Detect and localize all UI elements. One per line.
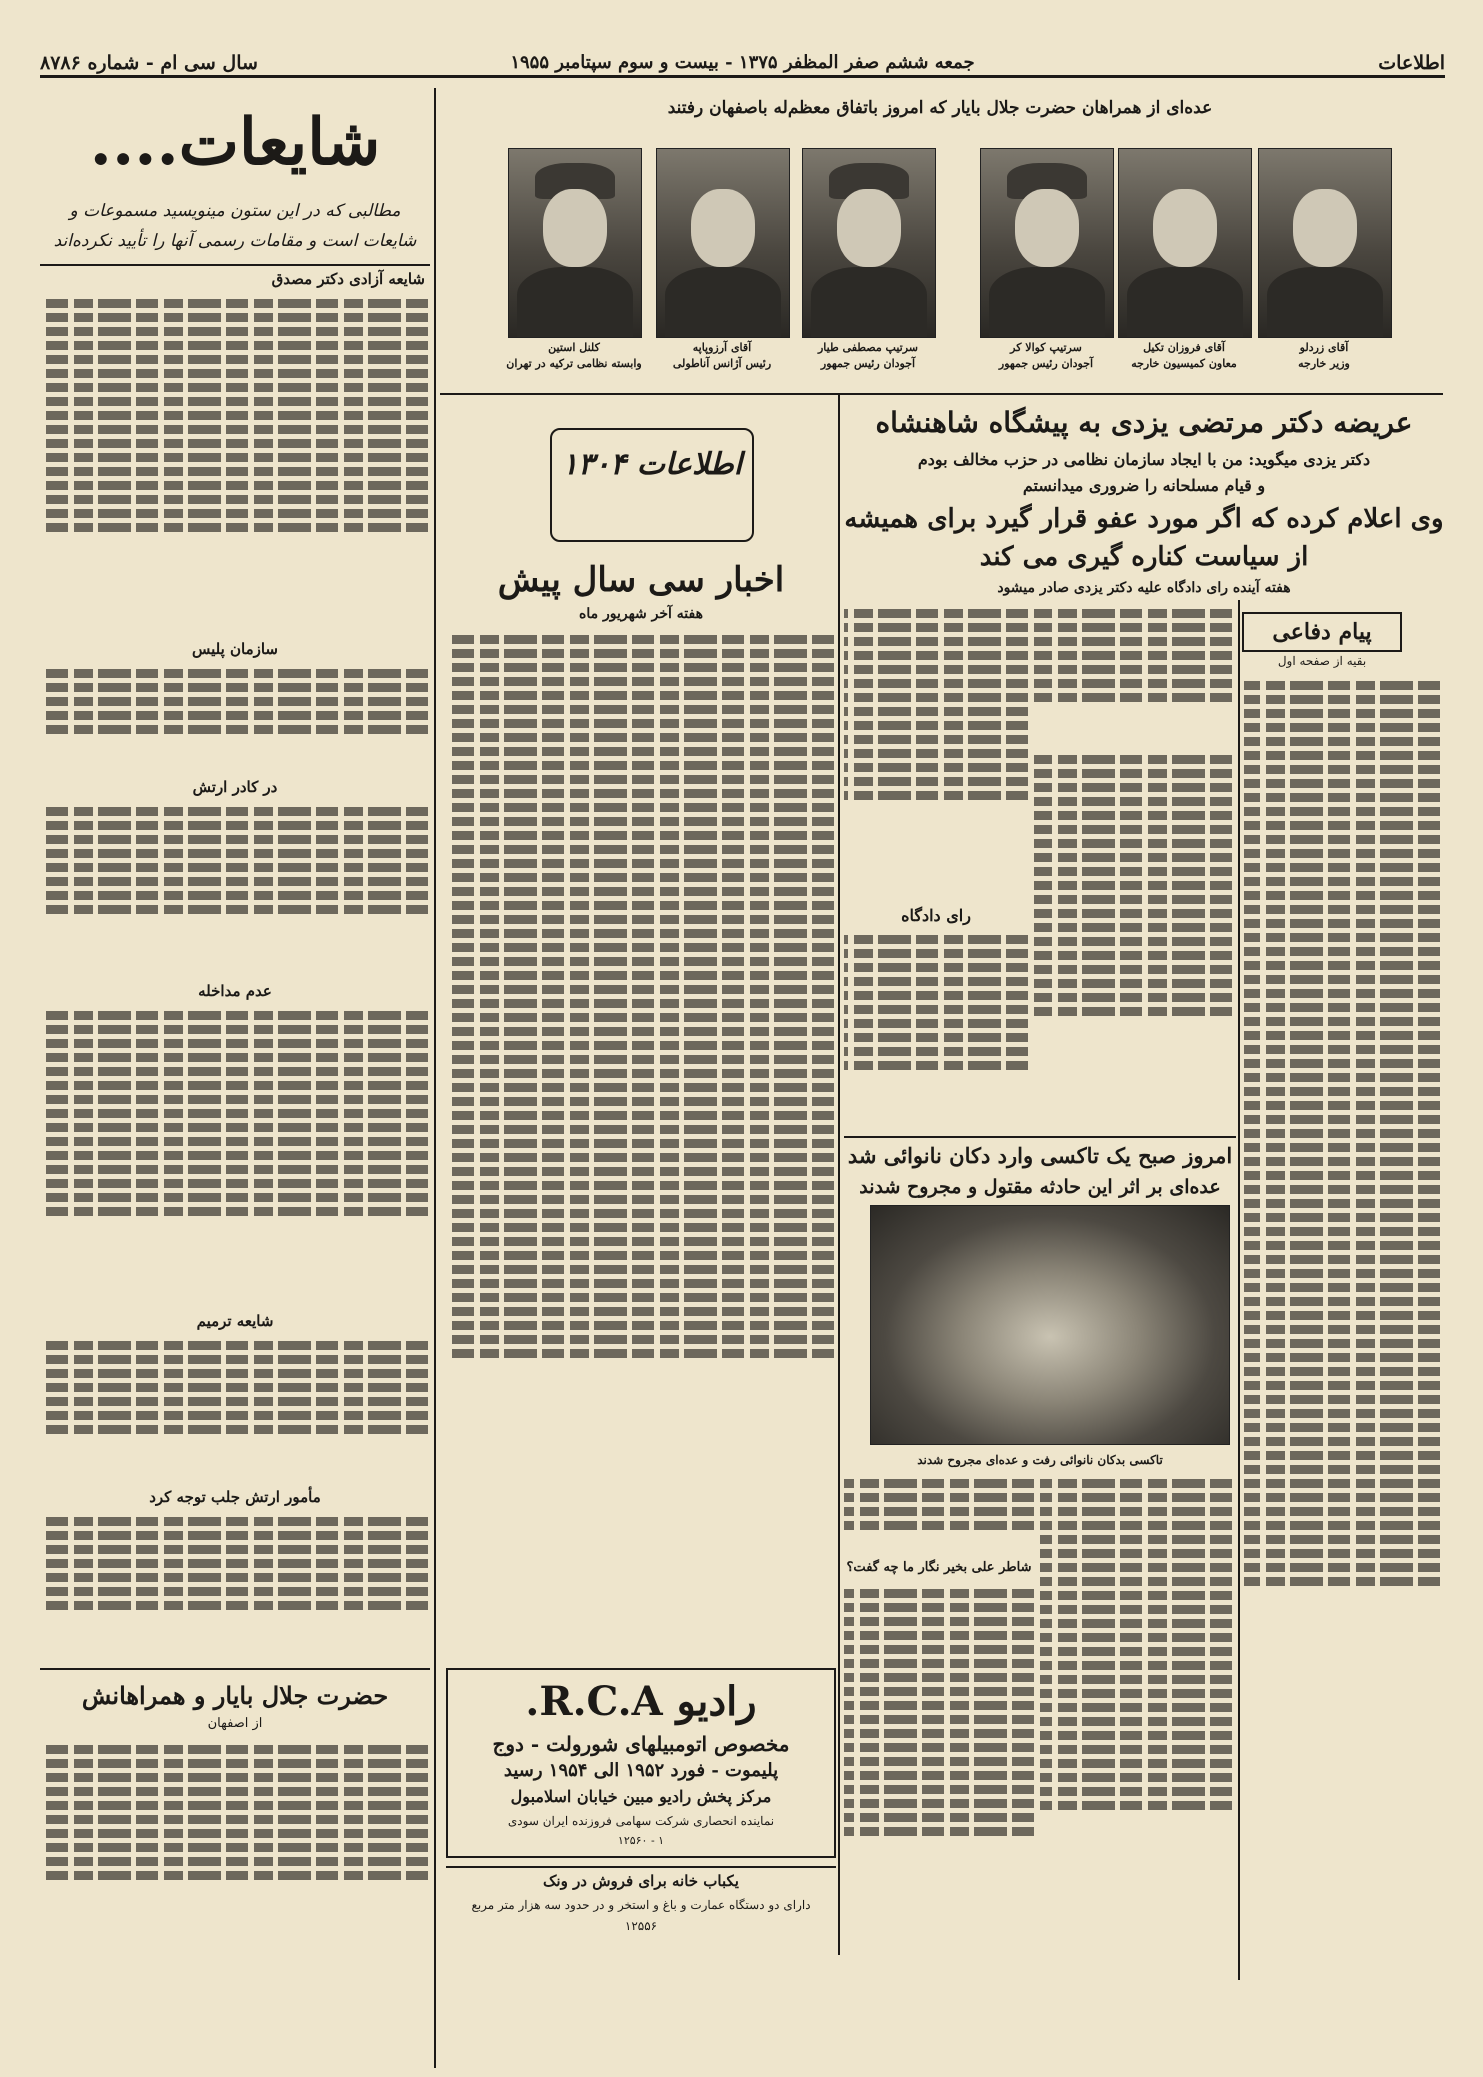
accident-photo [870,1205,1230,1445]
body-text [1244,676,1440,1962]
continued-from: بقیه از صفحه اول [1277,654,1367,668]
radio-advertisement [446,1668,836,1858]
portrait-caption: سرتیپ مصطفی طیار آجودان رئیس جمهور [817,341,919,370]
ad-line: پلیموت - فورد ۱۹۵۲ الی ۱۹۵۴ رسید [503,1760,779,1781]
classified-body: دارای دو دستگاه عمارت و باغ و استخر و در حدود سه هزار متر مربع [471,1898,811,1912]
ad-code: ۱ - ۱۲۵۶۰ [617,1834,665,1847]
masthead [40,48,1445,78]
main-headline: از سیاست کناره گیری می کند [979,542,1309,572]
section-heading: عدم مداخله [198,982,272,1000]
main-subhead: و قیام مسلحانه را ضروری میدانستم [1022,476,1266,495]
portrait-caption: آقای آرزوپاپه رئیس آژانس آناطولی [672,341,772,370]
body-text [844,1474,1034,1554]
divider [844,1136,1236,1138]
body-text [1040,1474,1232,1954]
body-text [844,1584,1034,1954]
section-heading: شاطر علی بخیر نگار ما چه گفت؟ [846,1560,1032,1575]
rumors-title: شایعات.... [89,105,381,180]
etelaat-logo [550,428,754,542]
portrait-caption: آقای فروزان تکیل معاون کمیسیون خارجه [1131,341,1237,370]
main-headline: عریضه دکتر مرتضی یزدی به پیشگاه شاهنشاه [875,406,1413,439]
body-text [1034,604,1232,744]
date-line: جمعه ششم صفر المظفر ۱۳۷۵ - بیست و سوم سپتامبر ۱۹۵۵ [510,52,975,73]
body-text [1034,750,1232,1130]
main-deck: هفته آینده رای دادگاه علیه دکتر یزدی صادر میشود [997,580,1291,596]
column-rule [1238,600,1240,1980]
portrait-caption: آقای زردلو وزیر خارجه [1298,341,1350,370]
section-title: اخبار سی سال پیش [497,560,785,600]
photo-section-caption: عده‌ای از همراهان حضرت جلال بایار که امروز باتفاق معظم‌له باصفهان رفتند [667,98,1213,118]
main-headline: وی اعلام کرده که اگر مورد عفو قرار گیرد برای همیشه [844,504,1444,534]
column-rule [838,395,840,1955]
ad-line: مخصوص اتومبیلهای شورولت - دوج [492,1732,790,1756]
logo-text: اطلاعات ۱۳۰۴ [561,447,743,482]
paper-name: اطلاعات [1378,52,1445,74]
ad-brand: رادیو R.C.A. [525,1678,757,1725]
classified-code: ۱۲۵۵۶ [624,1919,658,1933]
ad-line: مرکز پخش رادیو مبین خیابان اسلامبول [510,1787,772,1806]
portrait-caption: سرتیپ کوالا کر آجودان رئیس جمهور [998,341,1094,370]
body-text [44,1336,428,1482]
divider [40,264,430,266]
photo-caption: تاکسی بدکان نانوائی رفت و عده‌ای مجروح شدند [917,1453,1163,1467]
column-rule [434,88,436,2068]
section-subtitle: هفته آخر شهریور ماه [579,606,703,622]
taxi-headline: عده‌ای بر اثر این حادثه مقتول و مجروح شدند [859,1176,1221,1198]
section-heading: مأمور ارتش جلب توجه کرد [149,1488,321,1506]
body-text [450,630,834,1660]
body-text [844,604,1028,894]
main-subhead: دکتر یزدی میگوید: من با ایجاد سازمان نظامی در حزب مخالف بودم [917,450,1371,469]
body-text [844,930,1028,1130]
body-text [44,1740,428,1960]
body-text [44,1512,428,1662]
portrait-photo [1118,148,1252,338]
section-heading: شایعه ترمیم [196,1312,274,1330]
body-text [44,294,428,634]
section-heading: شایعه آزادی دکتر مصدق [271,270,425,288]
classified-ad [446,1866,836,1956]
rumors-subtitle: مطالبی که در این ستون مینویسید مسموعات و شایعات است و مقامات رسمی آنها را تأیید نکرده‌اند [53,201,417,251]
ad-line: نماینده انحصاری شرکت سهامی فروزنده ایران سودی [507,1814,775,1828]
portrait-photo [980,148,1114,338]
body-text [44,1006,428,1306]
classified-title: یکباب خانه برای فروش در ونک [543,1872,739,1890]
section-heading: رای دادگاه [901,906,971,925]
portrait-photo [656,148,790,338]
divider [440,393,1443,395]
portrait-photo [802,148,936,338]
article-headline: حضرت جلال بایار و همراهانش [81,1681,389,1710]
section-heading: در کادر ارتش [192,778,278,796]
divider [40,1668,430,1670]
article-dateline: از اصفهان [207,1716,263,1731]
section-heading: سازمان پلیس [191,640,278,658]
defense-message-title: پیام دفاعی [1242,612,1402,652]
issue-line: سال سی ام - شماره ۸۷۸۶ [40,52,258,74]
portrait-photo [508,148,642,338]
body-text [44,664,428,774]
portrait-caption: کلنل استین وابسته نظامی ترکیه در تهران [506,341,642,370]
taxi-headline: امروز صبح یک تاکسی وارد دکان نانوائی شد [847,1143,1233,1168]
portrait-photo [1258,148,1392,338]
body-text [44,802,428,978]
